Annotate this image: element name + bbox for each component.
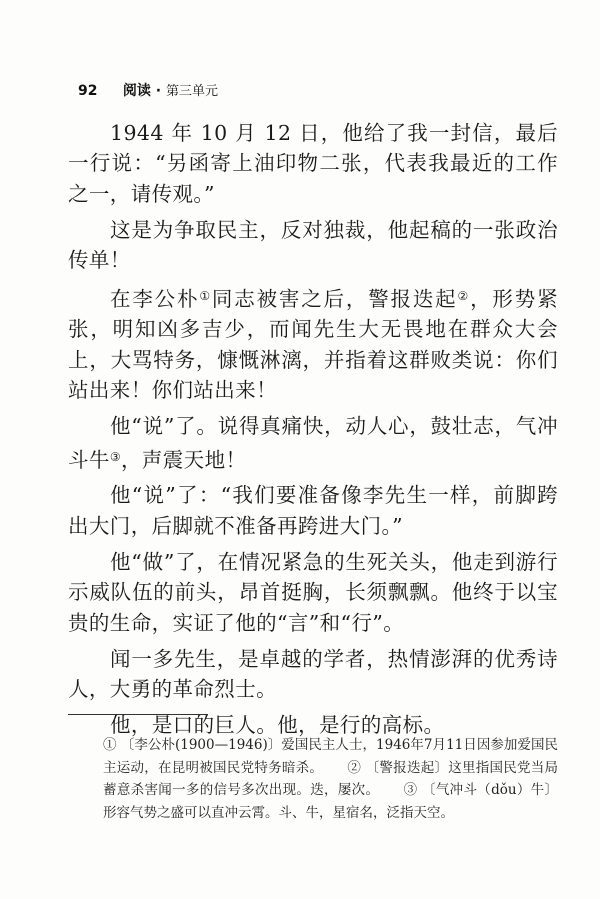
text-span: ，声震天地！	[120, 447, 247, 472]
text-span: 他“说”了。说得真痛快，动人心，鼓壮志，气冲斗牛	[68, 414, 558, 472]
paragraph: 闻一多先生，是卓越的学者，热情澎湃的优秀诗人，大勇的革命烈士。	[68, 646, 558, 701]
footnote-divider	[68, 714, 208, 715]
text-span: 在李公朴	[110, 287, 200, 312]
paragraph: 他“说”了：“我们要准备像李先生一样，前脚跨出大门，后脚就不准备再跨进大门。”	[68, 483, 558, 538]
text-span: 同志被害之后，警报迭起	[211, 287, 458, 312]
section-title: 阅读	[122, 83, 151, 99]
page-number: 92	[78, 83, 98, 99]
paragraph	[68, 281, 558, 406]
footnote-2: ② 〔警报迭起〕这里指国民党当局蓄意杀害闻一多的信号多次出现。迭，屡次。	[103, 759, 559, 798]
footnote-ref-3[interactable]: ③	[109, 449, 121, 464]
footnote-3: ③ 〔气冲斗（dǒu）牛〕形容气势之盛可以直冲云霄。斗、牛，星宿名，泛指天空。	[103, 782, 558, 821]
footnote-1: ① 〔李公朴(1900—1946)〕爱国民主人士，1946年7月11日因参加爱国民主运动，在昆明被国民党特务暗杀。	[103, 737, 558, 776]
paragraph: 这是为争取民主，反对独裁，他起稿的一张政治传单！	[68, 217, 558, 273]
footnote-ref-1[interactable]: ①	[199, 289, 212, 304]
main-text	[68, 118, 558, 746]
paragraph: 他“做”了，在情况紧急的生死关头，他走到游行示威队伍的前头，昂首挺胸，长须飘飘。他终于以宝贵的生命，实证了他的“言”和“行”。	[68, 549, 558, 635]
page-header	[78, 80, 218, 100]
paragraph: 他，是口的巨人。他，是行的高标。	[110, 712, 445, 737]
text-span: ，形势紧张，明知凶多吉少，而闻先生大无畏地在群众大会上，大骂特务，慷慨淋漓，并指着这群败类说：你们站出来！你们站出来！	[68, 287, 558, 403]
footnotes	[103, 734, 558, 824]
footnote-ref-2[interactable]: ②	[457, 289, 471, 304]
unit-title: 第三单元	[165, 84, 218, 99]
paragraph	[68, 411, 558, 475]
paragraph: 1944 年 10 月 12 日，他给了我一封信，最后一行说：“另函寄上油印物二张，代表我最近的工作之一，请传观。”	[68, 121, 558, 206]
header-separator: ·	[155, 83, 162, 99]
